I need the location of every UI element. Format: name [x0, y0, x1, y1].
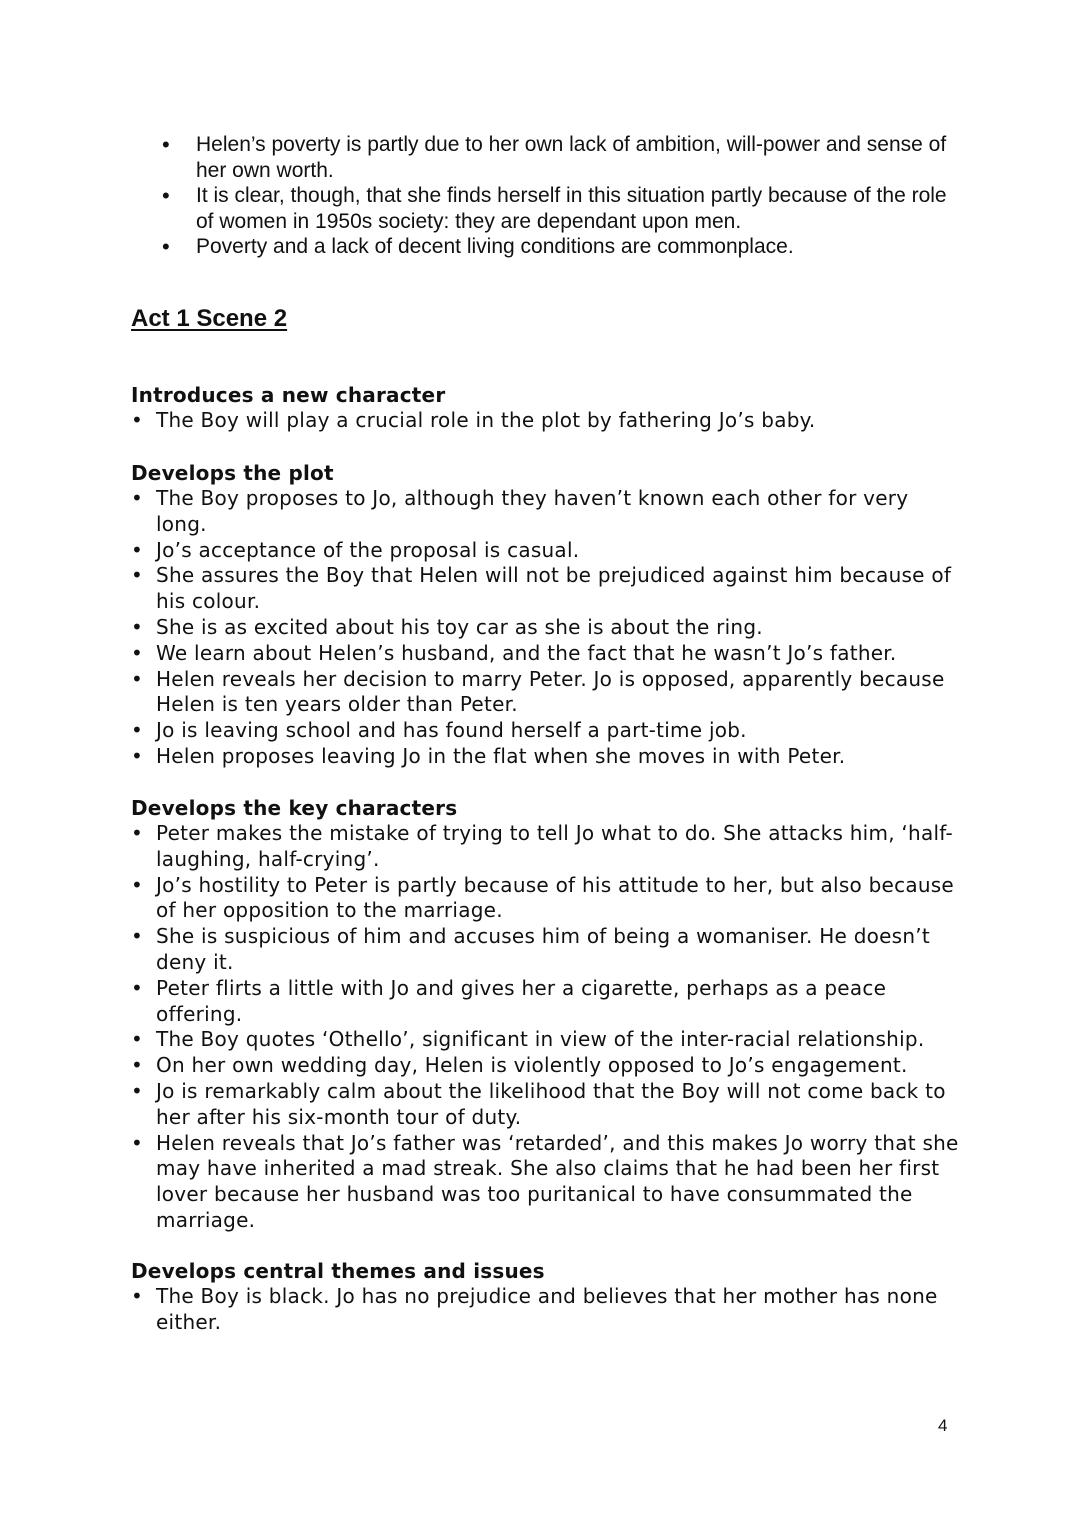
list-item: • Peter flirts a little with Jo and gives her a cigarette, perhaps as a peace offering. — [131, 976, 961, 1028]
list-item: • Helen’s poverty is partly due to her own lack of ambition, will-power and sense of her own worth. — [160, 132, 960, 183]
page-number: 4 — [938, 1416, 948, 1435]
list-item: • The Boy is black. Jo has no prejudice and believes that her mother has none either. — [131, 1284, 961, 1336]
list-item: • The Boy proposes to Jo, although they haven’t known each other for very long. — [131, 486, 961, 538]
intro-bullet-list — [160, 132, 960, 260]
list-item: • We learn about Helen’s husband, and the fact that he wasn’t Jo’s father. — [131, 641, 961, 667]
list-item: • Helen proposes leaving Jo in the flat when she moves in with Peter. — [131, 744, 961, 770]
list-item: • Jo is remarkably calm about the likelihood that the Boy will not come back to her after his six-month tour of duty. — [131, 1079, 961, 1131]
section-key-characters — [131, 795, 961, 1234]
list-item: • She is as excited about his toy car as she is about the ring. — [131, 615, 961, 641]
list-item: • It is clear, though, that she finds herself in this situation partly because of the role of women in 1950s society: they are dependant upon men. — [160, 183, 960, 234]
section-heading: Develops the plot — [131, 461, 334, 485]
list-item: • Jo’s hostility to Peter is partly because of his attitude to her, but also because of her opposition to the marriage. — [131, 873, 961, 925]
list-item: • She assures the Boy that Helen will not be prejudiced against him because of his colour. — [131, 563, 961, 615]
list-item: • The Boy quotes ‘Othello’, significant in view of the inter-racial relationship. — [131, 1027, 961, 1053]
list-item: • Peter makes the mistake of trying to tell Jo what to do. She attacks him, ‘half-laughing, half-crying’. — [131, 821, 961, 873]
bullet-list — [131, 1284, 961, 1336]
bullet-list — [131, 408, 961, 434]
scene-heading: Act 1 Scene 2 — [131, 305, 288, 332]
list-item: • Jo is leaving school and has found herself a part-time job. — [131, 718, 961, 744]
list-item: • Helen reveals that Jo’s father was ‘retarded’, and this makes Jo worry that she may have inherited a mad streak. She also claims that he had been her first lover because her husband was too puritanical to have consummated the marriage. — [131, 1131, 961, 1234]
list-item: • Poverty and a lack of decent living conditions are commonplace. — [160, 234, 960, 260]
list-item: • Helen reveals her decision to marry Peter. Jo is opposed, apparently because Helen is ten years older than Peter. — [131, 667, 961, 719]
section-heading: Develops the key characters — [131, 796, 458, 820]
section-new-character — [131, 382, 961, 434]
section-heading: Introduces a new character — [131, 383, 446, 407]
bullet-list — [131, 486, 961, 770]
bullet-list — [131, 821, 961, 1234]
list-item: • Jo’s acceptance of the proposal is casual. — [131, 538, 961, 564]
list-item: • She is suspicious of him and accuses him of being a womaniser. He doesn’t deny it. — [131, 924, 961, 976]
section-plot — [131, 460, 961, 770]
list-item: • The Boy will play a crucial role in the plot by fathering Jo’s baby. — [131, 408, 961, 434]
section-heading: Develops central themes and issues — [131, 1259, 545, 1283]
section-themes — [131, 1258, 961, 1336]
list-item: • On her own wedding day, Helen is violently opposed to Jo’s engagement. — [131, 1053, 961, 1079]
